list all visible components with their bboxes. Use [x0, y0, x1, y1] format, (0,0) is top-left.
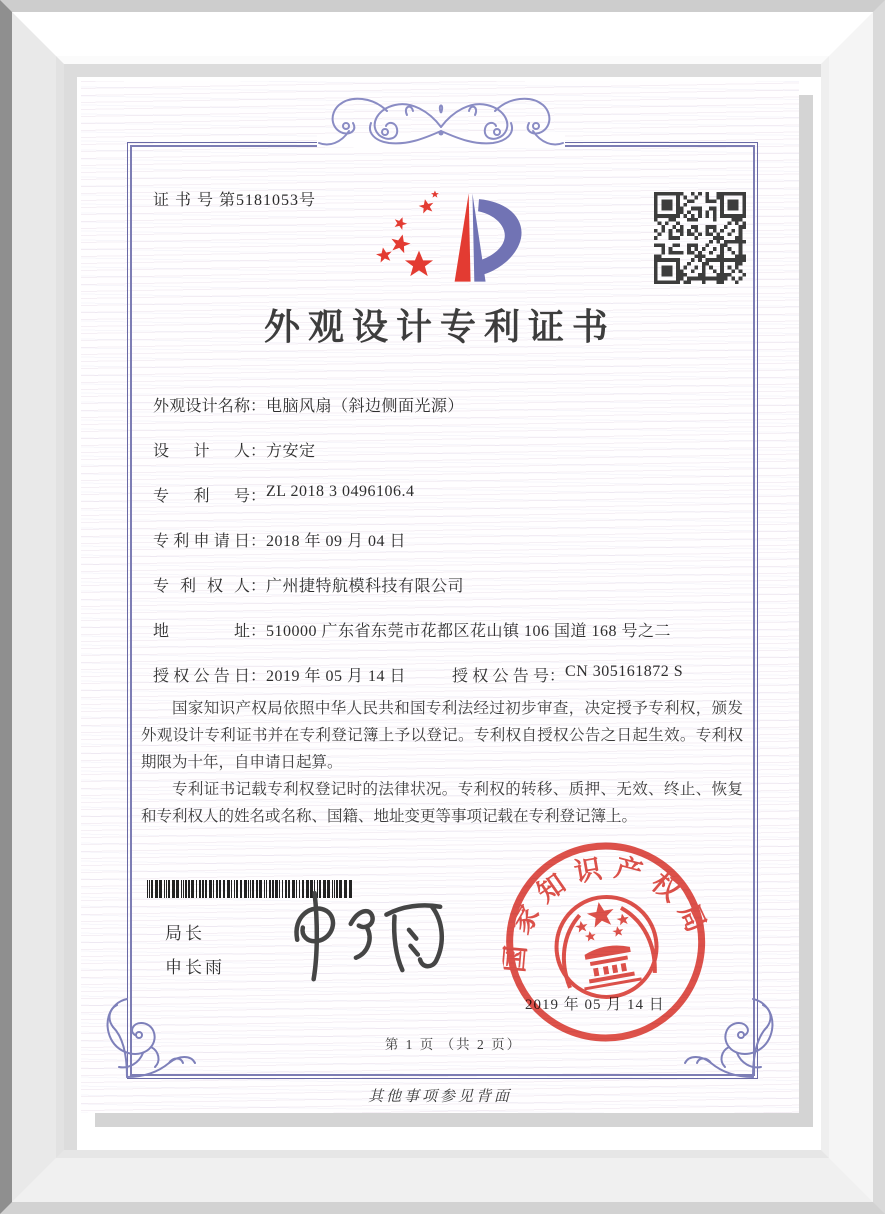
svg-text:国家知识产权局: 国家知识产权局: [499, 851, 716, 974]
field-value: 510000 广东省东莞市花都区花山镇 106 国道 168 号之二: [266, 623, 672, 640]
signer-block: [165, 917, 225, 985]
field-label: 授权公告日: [153, 668, 250, 685]
field-row-grant: [153, 663, 743, 686]
colon: ：: [250, 398, 267, 415]
colon: ：: [250, 533, 267, 550]
bottom-left-flourish-ornament: [99, 989, 211, 1101]
colon: ：: [250, 578, 267, 595]
bottom-right-flourish-ornament: [669, 989, 781, 1101]
signer-title: 局长: [165, 924, 205, 943]
field-value: 2018 年 09 月 04 日: [266, 533, 407, 550]
back-side-note: 其他事项参见背面: [367, 1089, 512, 1105]
field-label: 授权公告号: [452, 668, 550, 685]
legal-paragraph-grant: 国家知识产权局依照中华人民共和国专利法经过初步审查，决定授予专利权，颁发外观设计专利证书并在专利登记簿上予以登记。专利权自授权公告之日起生效。专利权期限为十年，自申请日起算。: [141, 700, 743, 771]
field-row-patent-number: [153, 483, 743, 506]
field-value: CN 305161872 S: [565, 663, 684, 680]
field-row-patentee: [153, 573, 743, 596]
signer-name: 申长雨: [165, 958, 225, 977]
colon: ：: [250, 488, 267, 505]
field-value: ZL 2018 3 0496106.4: [266, 483, 415, 500]
field-row-address: [153, 618, 743, 641]
field-label: 专利申请日: [153, 533, 250, 550]
frame-mat: [64, 64, 821, 1150]
certificate-page: [81, 81, 799, 1113]
legal-paragraph-register: 专利证书记载专利权登记时的法律状况。专利权的转移、质押、无效、终止、恢复和专利权人的姓名或名称、国籍、地址变更等事项记载在专利登记簿上。: [141, 781, 743, 825]
field-label: 地址: [153, 623, 250, 640]
page-number: 第 1 页 （共 2 页）: [384, 1037, 523, 1052]
field-value: 方安定: [266, 443, 316, 460]
field-label: 外观设计名称: [153, 398, 250, 415]
commissioner-signature: [279, 876, 473, 988]
seal-date: 2019 年 05 月 14 日: [525, 997, 665, 1013]
colon: ：: [250, 443, 267, 460]
certificate-title: 外观设计专利证书: [263, 307, 616, 347]
field-row-designer: [153, 438, 743, 461]
colon: ：: [250, 668, 267, 685]
frame-face: [12, 12, 873, 1202]
colon: ：: [549, 668, 566, 685]
field-label: 专利权人: [153, 578, 250, 595]
field-value: 电脑风扇（斜边侧面光源）: [266, 398, 465, 415]
field-label: 专利号: [153, 488, 250, 505]
top-flourish-ornament: [291, 85, 591, 149]
legal-text: [141, 695, 743, 830]
certificate-number: 证 书 号 第5181053号: [153, 192, 317, 209]
field-value: 广州捷特航模科技有限公司: [266, 578, 465, 595]
qr-code: [654, 192, 746, 284]
field-label: 设计人: [153, 443, 250, 460]
frame-bevel: [56, 56, 829, 1158]
cnipa-logo: [374, 185, 524, 290]
field-value: 2019 年 05 月 14 日: [266, 668, 407, 685]
field-row-filing-date: [153, 528, 743, 551]
colon: ：: [250, 623, 267, 640]
field-list: [153, 393, 743, 708]
field-row-design-name: [153, 393, 743, 416]
